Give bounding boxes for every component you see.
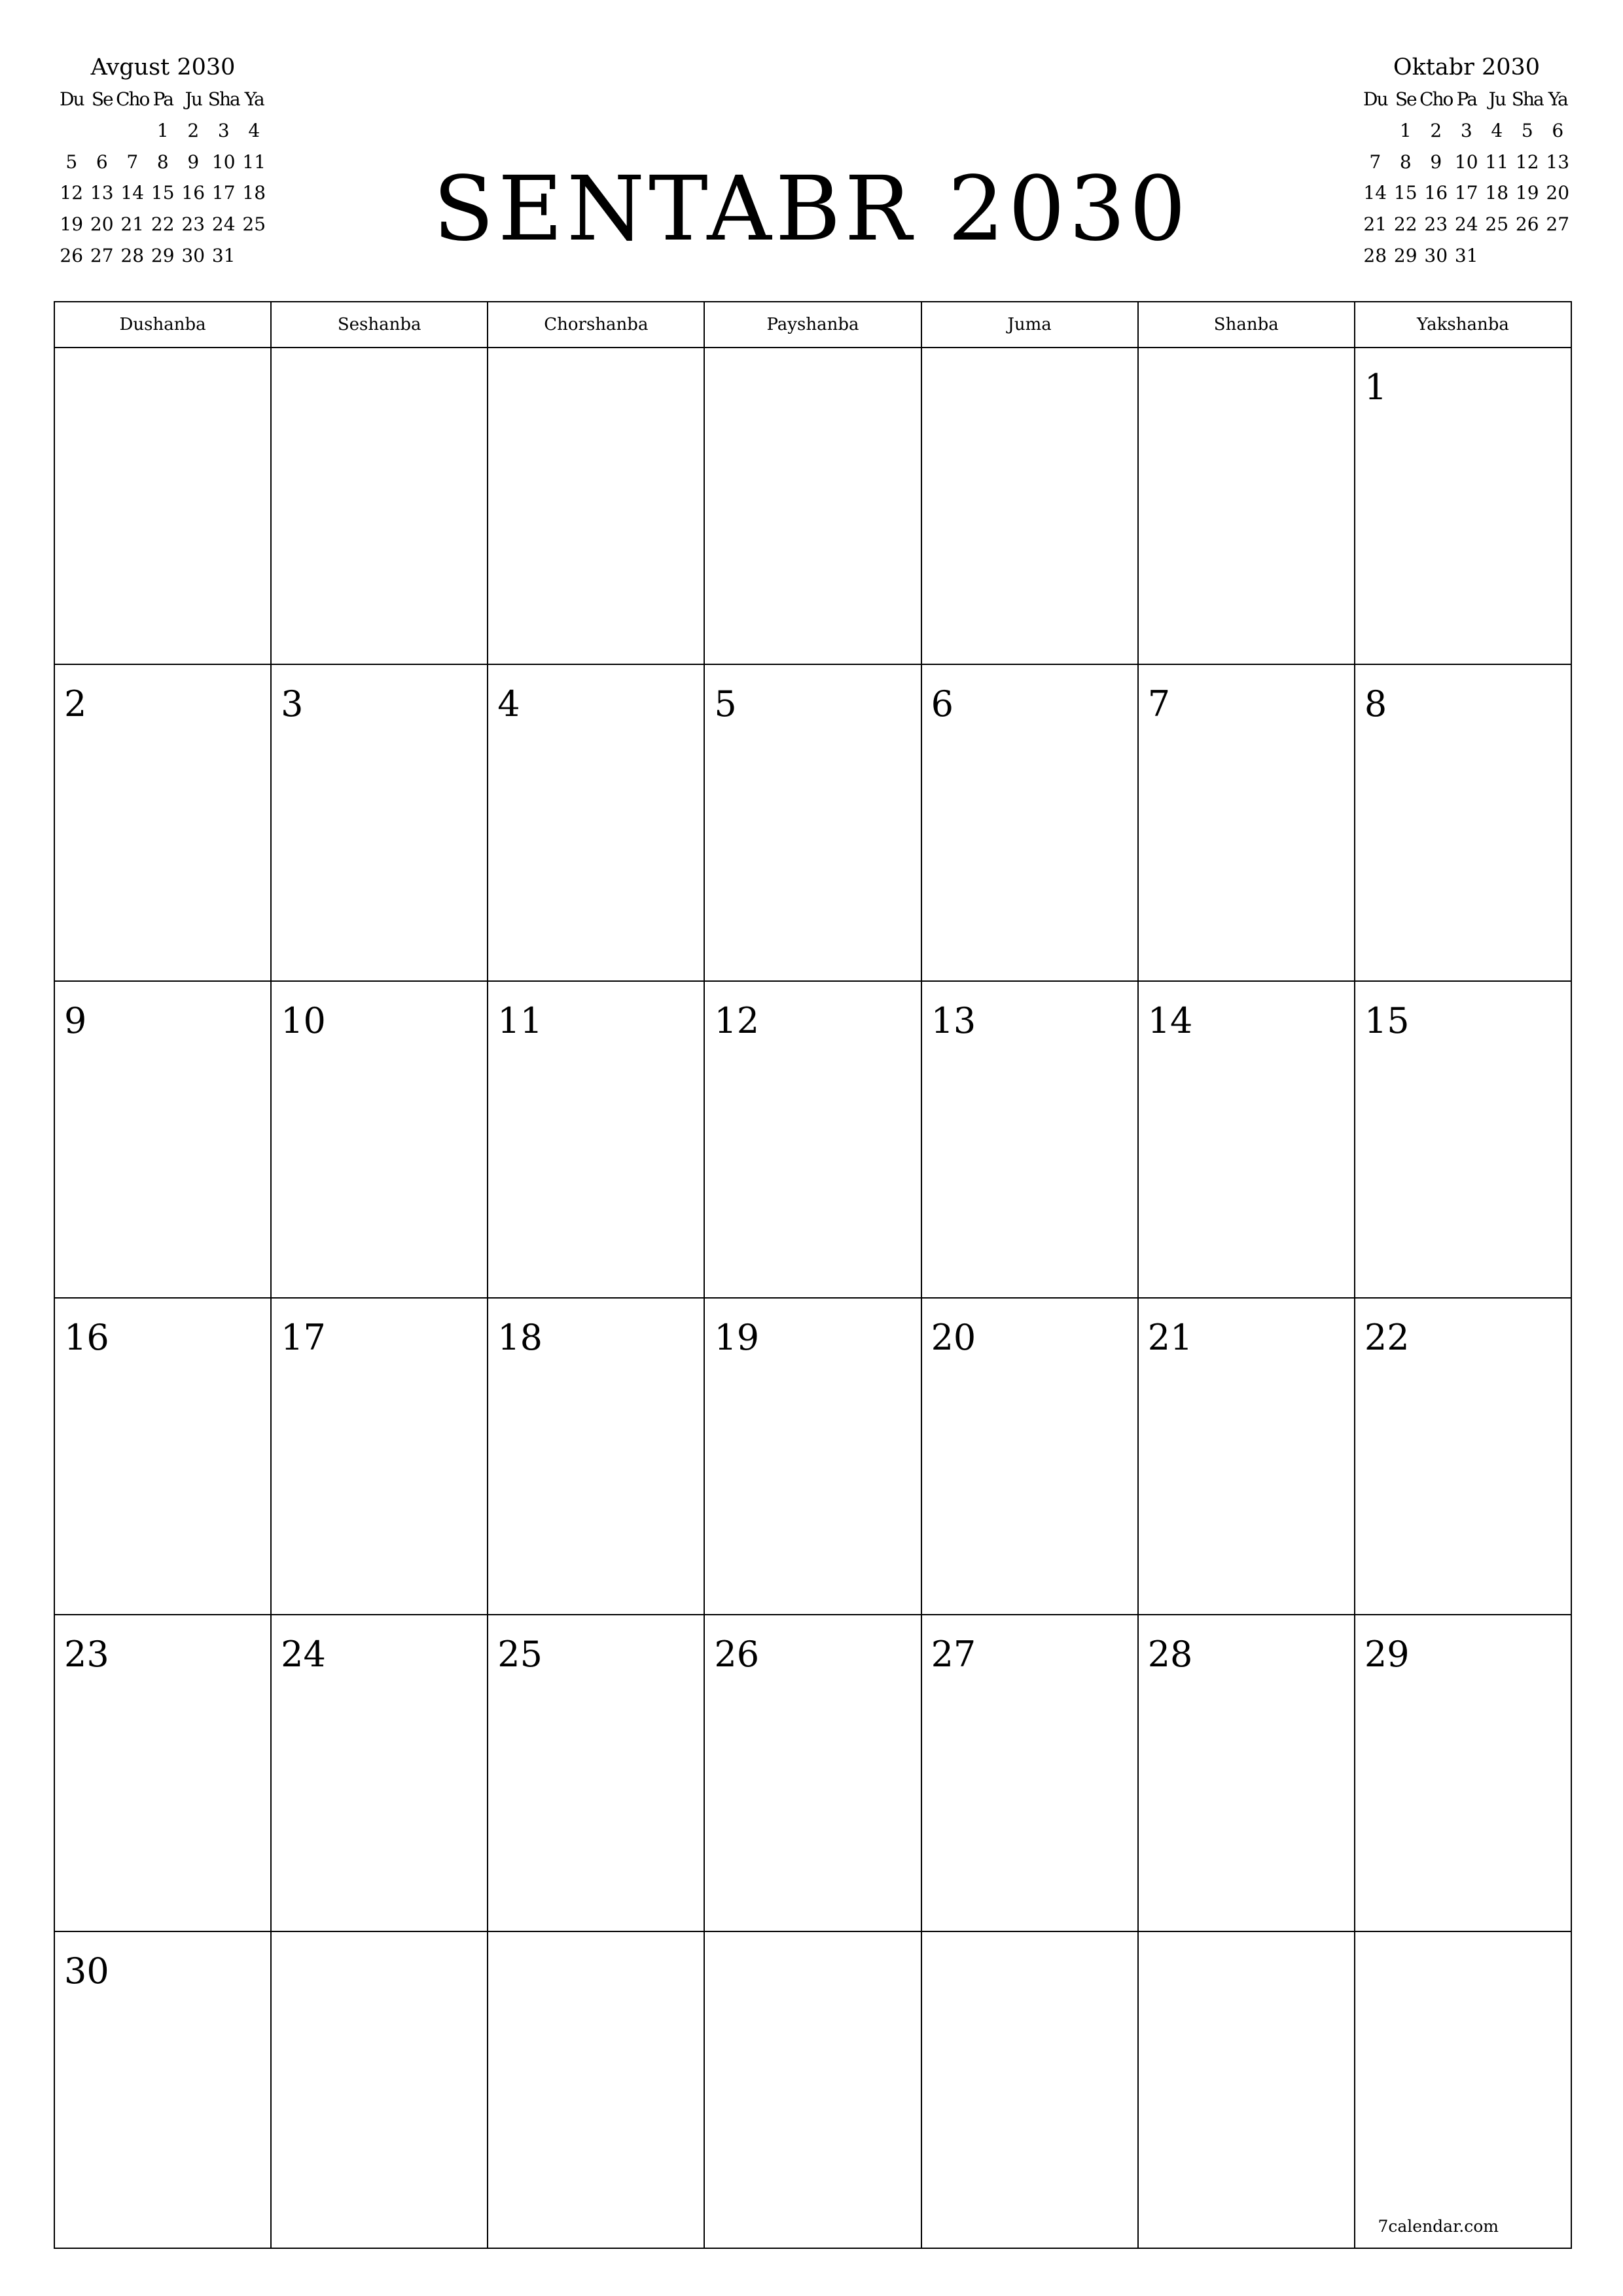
day-number: 21 — [1147, 1317, 1193, 1358]
mini-day: 17 — [211, 182, 236, 204]
mini-day: 29 — [1393, 244, 1418, 266]
mini-day: 26 — [1515, 213, 1539, 236]
day-number: 3 — [281, 683, 304, 725]
day-number: 18 — [497, 1317, 543, 1358]
mini-day: 1 — [1399, 120, 1412, 142]
day-number: 12 — [714, 1000, 760, 1041]
mini-day: 4 — [248, 120, 260, 142]
page-title: SENTABR 2030 — [433, 158, 1190, 261]
day-cell — [1355, 1615, 1571, 1931]
next-month-grid — [1360, 84, 1573, 271]
mini-weekday: Du — [1363, 88, 1387, 111]
mini-day: 25 — [242, 213, 266, 236]
day-number: 17 — [281, 1317, 326, 1358]
mini-day: 28 — [120, 244, 145, 266]
day-number: 11 — [497, 1000, 543, 1041]
day-number: 29 — [1364, 1634, 1410, 1675]
day-cell — [271, 1931, 488, 2248]
day-cell — [1355, 664, 1571, 981]
mini-day: 27 — [1546, 213, 1570, 236]
weekday-header: Juma — [921, 302, 1138, 348]
mini-weekday: Du — [60, 88, 84, 111]
day-number: 6 — [931, 683, 954, 725]
day-cell — [921, 1298, 1138, 1615]
mini-day: 18 — [242, 182, 266, 204]
day-cell — [488, 1615, 704, 1931]
week-row — [54, 981, 1571, 1298]
mini-day: 13 — [90, 182, 114, 204]
mini-weekday: Ya — [244, 88, 264, 111]
mini-day: 10 — [211, 151, 236, 173]
mini-day: 28 — [1363, 244, 1387, 266]
week-row — [54, 1298, 1571, 1615]
day-cell — [704, 348, 921, 664]
day-cell — [488, 348, 704, 664]
day-cell — [271, 1615, 488, 1931]
mini-weekday: Se — [91, 88, 113, 111]
mini-day: 17 — [1454, 182, 1478, 204]
mini-day — [1482, 240, 1512, 271]
day-number: 8 — [1364, 683, 1387, 725]
day-cell — [1138, 664, 1355, 981]
day-cell — [54, 1298, 271, 1615]
day-number: 26 — [714, 1634, 760, 1675]
mini-day: 7 — [126, 151, 139, 173]
mini-day: 24 — [1454, 213, 1478, 236]
day-number: 25 — [497, 1634, 543, 1675]
day-number: 22 — [1364, 1317, 1410, 1358]
day-number: 13 — [931, 1000, 976, 1041]
weekday-header: Payshanba — [704, 302, 921, 348]
mini-day: 15 — [151, 182, 175, 204]
month-grid — [54, 301, 1572, 2249]
weekday-header: Yakshanba — [1355, 302, 1571, 348]
day-cell — [921, 1931, 1138, 2248]
mini-day: 1 — [156, 120, 169, 142]
mini-weekday: Sha — [207, 88, 240, 111]
mini-day: 21 — [120, 213, 145, 236]
day-cell — [704, 981, 921, 1298]
day-cell — [488, 981, 704, 1298]
week-row — [54, 1931, 1571, 2248]
mini-day: 30 — [1424, 244, 1448, 266]
mini-day: 8 — [156, 151, 169, 173]
mini-day: 16 — [181, 182, 205, 204]
day-number: 27 — [931, 1634, 976, 1675]
day-number: 30 — [64, 1950, 109, 1992]
day-cell — [1138, 981, 1355, 1298]
mini-day — [1360, 115, 1391, 147]
mini-day: 23 — [1424, 213, 1448, 236]
weekday-header: Shanba — [1138, 302, 1355, 348]
mini-day: 18 — [1485, 182, 1509, 204]
week-row — [54, 348, 1571, 664]
day-number: 16 — [64, 1317, 109, 1358]
next-month-title: Oktabr 2030 — [1393, 54, 1541, 81]
day-cell — [271, 664, 488, 981]
day-number: 24 — [281, 1634, 326, 1675]
mini-day: 10 — [1454, 151, 1478, 173]
day-cell — [921, 348, 1138, 664]
mini-weekday: Ju — [185, 88, 202, 111]
mini-weekday: Ju — [1488, 88, 1505, 111]
mini-day: 5 — [1521, 120, 1533, 142]
mini-day: 20 — [90, 213, 114, 236]
mini-day: 6 — [1552, 120, 1564, 142]
prev-month-title: Avgust 2030 — [90, 54, 236, 81]
mini-day: 9 — [187, 151, 200, 173]
mini-day: 22 — [1393, 213, 1418, 236]
mini-day: 5 — [65, 151, 78, 173]
mini-weekday: Se — [1395, 88, 1416, 111]
mini-day: 29 — [151, 244, 175, 266]
mini-day: 15 — [1393, 182, 1418, 204]
mini-day: 9 — [1430, 151, 1442, 173]
mini-day: 30 — [181, 244, 205, 266]
next-month-mini-calendar — [1360, 51, 1573, 271]
day-cell — [1355, 1931, 1571, 2248]
day-number: 10 — [281, 1000, 326, 1041]
weekday-header: Dushanba — [54, 302, 271, 348]
day-cell — [1138, 1931, 1355, 2248]
day-cell — [271, 981, 488, 1298]
mini-day: 20 — [1546, 182, 1570, 204]
day-cell — [1138, 1298, 1355, 1615]
mini-day: 22 — [151, 213, 175, 236]
day-cell — [54, 348, 271, 664]
mini-day: 26 — [60, 244, 84, 266]
day-cell — [271, 1298, 488, 1615]
mini-day: 2 — [1430, 120, 1442, 142]
day-cell — [704, 664, 921, 981]
day-number: 20 — [931, 1317, 976, 1358]
day-number: 19 — [714, 1317, 760, 1358]
mini-day: 19 — [1515, 182, 1539, 204]
mini-day: 6 — [96, 151, 108, 173]
day-cell — [921, 664, 1138, 981]
week-row — [54, 664, 1571, 981]
day-number: 1 — [1364, 367, 1387, 408]
mini-day: 21 — [1363, 213, 1387, 236]
mini-day: 7 — [1369, 151, 1382, 173]
day-cell — [1138, 1615, 1355, 1931]
day-number: 28 — [1147, 1634, 1193, 1675]
mini-day: 12 — [1515, 151, 1539, 173]
mini-day: 2 — [187, 120, 200, 142]
mini-day — [117, 115, 148, 147]
mini-day: 19 — [60, 213, 84, 236]
mini-day — [56, 115, 87, 147]
mini-weekday: Pa — [1456, 88, 1476, 111]
mini-weekday: Sha — [1511, 88, 1543, 111]
day-cell — [1138, 348, 1355, 664]
mini-day: 31 — [211, 244, 236, 266]
day-cell — [1355, 348, 1571, 664]
mini-day: 16 — [1424, 182, 1448, 204]
mini-day: 11 — [1485, 151, 1509, 173]
mini-day: 31 — [1454, 244, 1478, 266]
mini-day — [1543, 240, 1573, 271]
day-cell — [54, 664, 271, 981]
day-cell — [488, 664, 704, 981]
day-number: 9 — [64, 1000, 87, 1041]
mini-day: 13 — [1546, 151, 1570, 173]
mini-day: 23 — [181, 213, 205, 236]
mini-day: 14 — [120, 182, 145, 204]
day-number: 15 — [1364, 1000, 1410, 1041]
mini-day: 11 — [242, 151, 266, 173]
day-number: 5 — [714, 683, 737, 725]
weekday-header-row — [54, 302, 1571, 348]
mini-day: 24 — [211, 213, 236, 236]
mini-day: 8 — [1399, 151, 1412, 173]
mini-day: 12 — [60, 182, 84, 204]
day-cell — [1355, 981, 1571, 1298]
mini-day: 14 — [1363, 182, 1387, 204]
mini-weekday: Cho — [1419, 88, 1453, 111]
day-number: 7 — [1147, 683, 1171, 725]
day-number: 23 — [64, 1634, 109, 1675]
day-cell — [271, 348, 488, 664]
mini-day: 3 — [217, 120, 230, 142]
site-credit: 7calendar.com — [1378, 2217, 1499, 2236]
day-cell — [704, 1931, 921, 2248]
mini-day — [87, 115, 118, 147]
day-cell — [54, 981, 271, 1298]
day-number: 2 — [64, 683, 87, 725]
day-number: 14 — [1147, 1000, 1193, 1041]
weekday-header: Chorshanba — [488, 302, 704, 348]
day-cell — [704, 1615, 921, 1931]
week-row — [54, 1615, 1571, 1931]
day-cell — [704, 1298, 921, 1615]
mini-weekday: Pa — [152, 88, 173, 111]
mini-weekday: Cho — [116, 88, 149, 111]
day-cell — [921, 981, 1138, 1298]
day-cell — [921, 1615, 1138, 1931]
day-cell — [1355, 1298, 1571, 1615]
mini-weekday: Ya — [1548, 88, 1567, 111]
mini-day: 4 — [1491, 120, 1503, 142]
day-cell — [488, 1931, 704, 2248]
day-cell — [488, 1298, 704, 1615]
mini-day: 27 — [90, 244, 114, 266]
mini-day: 25 — [1485, 213, 1509, 236]
day-cell — [54, 1615, 271, 1931]
day-cell — [54, 1931, 271, 2248]
mini-day: 3 — [1460, 120, 1472, 142]
day-number: 4 — [497, 683, 520, 725]
weekday-header: Seshanba — [271, 302, 488, 348]
mini-day — [1512, 240, 1543, 271]
